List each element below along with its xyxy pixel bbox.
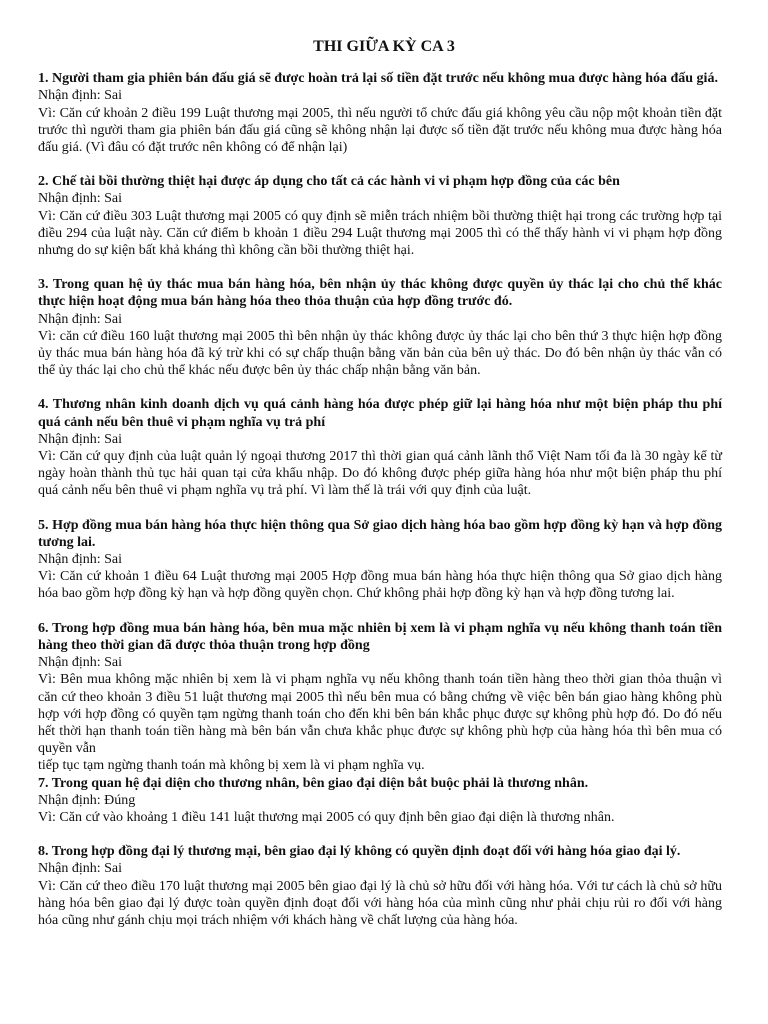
verdict-text: Nhận định: Đúng	[38, 792, 136, 808]
verdict-text: Nhận định: Sai	[38, 311, 122, 327]
reason-text: Vì: Căn cứ quy định của luật quản lý ngoại thương 2017 thì thời gian quá cảnh lãnh thổ Việt Nam tối đa là 30 ngày kể từ ngày hoàn thành thủ tục hải quan tại cửa khẩu nhập. Do đó không được phép giữa hàng hóa như một biện pháp thu phí quá cảnh nếu bên thuê vi phạm nghĩa vụ trả phí. Vì làm thế là trái với quy định của luật.	[38, 449, 722, 499]
reason-text: Vì: Bên mua không mặc nhiên bị xem là vi phạm nghĩa vụ nếu không thanh toán tiền hàng theo thời gian thỏa thuận vì căn cứ theo khoản 3 điều 51 luật thương mại 2005 thì nếu bên mua có bằng chứng về việc bên bán giao hàng không phù hợp với hợp đồng có quyền tạm ngừng thanh toán cho đến khi bên bán khắc phục được sự không phù hợp đó. Do đó nếu hết thời hạn thanh toán tiền hàng mà bên bán vẫn chưa khắc phục được sự không phù hợp của hàng hóa thì bên mua có quyền vẫn	[38, 672, 722, 757]
reason-text: Vì: Căn cứ khoản 2 điều 199 Luật thương mại 2005, thì nếu người tổ chức đấu giá không yêu cầu nộp một khoản tiền đặt trước thì người tham gia phiên bán đấu giá cũng sẽ không nhận lại được số tiền đặt trước nếu không mua được hàng hóa đấu giá. (Vì đâu có đặt trước nên không có để nhận lại)	[38, 105, 722, 156]
question-heading: 6. Trong hợp đồng mua bán hàng hóa, bên mua mặc nhiên bị xem là vi phạm nghĩa vụ nếu không thanh toán tiền hàng theo thời gian đã được thỏa thuận trong hợp đồng	[38, 620, 722, 653]
verdict-text: Nhận định: Sai	[38, 431, 122, 447]
verdict-text: Nhận định: Sai	[38, 191, 122, 207]
reason-text: Vì: Căn cứ theo điều 170 luật thương mại 2005 bên giao đại lý là chủ sở hữu đối với hàng hóa. Với tư cách là chủ sở hữu hàng hóa bên giao đại lý được toàn quyền định đoạt đối với hàng hóa của mình cũng như phải chịu rủi ro đối với hàng hóa cũng như gánh chịu mọi trách nhiệm với khách hàng về chất lượng của hàng hóa.	[38, 878, 722, 928]
reason-text: Vì: căn cứ điều 160 luật thương mại 2005 thì bên nhận ủy thác không được ủy thác lại cho bên thứ 3 thực hiện hợp đồng ủy thác mua bán hàng hóa đã ký trừ khi có sự chấp thuận bằng văn bản của bên uỷ thác. Do đó bên nhận ủy thác vẫn có thể ủy thác lại cho chủ thể khác nếu được bên ủy thác chấp nhận bằng văn bản.	[38, 328, 722, 379]
question-block-1	[38, 70, 722, 156]
question-heading: 3. Trong quan hệ ủy thác mua bán hàng hóa, bên nhận ủy thác không được quyền ủy thác lại cho chủ thể khác thực hiện hoạt động mua bán hàng hóa theo thỏa thuận của hợp đồng trước đó.	[38, 277, 722, 310]
question-heading: 4. Thương nhân kinh doanh dịch vụ quá cảnh hàng hóa được phép giữ lại hàng hóa như một biện pháp thu phí quá cảnh nếu bên thuê vi phạm nghĩa vụ trả phí	[38, 397, 722, 430]
question-heading: 1. Người tham gia phiên bán đấu giá sẽ được hoàn trả lại số tiền đặt trước nếu không mua được hàng hóa đấu giá.	[38, 71, 718, 87]
question-heading: 8. Trong hợp đồng đại lý thương mại, bên giao đại lý không có quyền định đoạt đối với hàng hóa giao đại lý.	[38, 844, 681, 860]
reason-continuation: tiếp tục tạm ngừng thanh toán mà không bị xem là vi phạm nghĩa vụ.	[38, 758, 425, 774]
question-heading: 2. Chế tài bồi thường thiệt hại được áp dụng cho tất cả các hành vi vi phạm hợp đồng của các bên	[38, 174, 620, 190]
verdict-text: Nhận định: Sai	[38, 861, 122, 877]
question-block-6	[38, 620, 722, 775]
question-block-2	[38, 173, 722, 259]
question-heading: 5. Hợp đồng mua bán hàng hóa thực hiện thông qua Sở giao dịch hàng hóa bao gồm hợp đồng kỳ hạn và hợp đồng tương lai.	[38, 517, 722, 550]
verdict-text: Nhận định: Sai	[38, 552, 122, 568]
question-block-7	[38, 775, 722, 827]
verdict-text: Nhận định: Sai	[38, 88, 122, 104]
question-heading: 7. Trong quan hệ đại diện cho thương nhân, bên giao đại diện bắt buộc phải là thương nhân.	[38, 775, 589, 791]
reason-text: Vì: Căn cứ vào khoảng 1 điều 141 luật thương mại 2005 có quy định bên giao đại diện là thương nhân.	[38, 809, 615, 825]
verdict-text: Nhận định: Sai	[38, 655, 122, 671]
reason-text: Vì: Căn cứ khoản 1 điều 64 Luật thương mại 2005 Hợp đồng mua bán hàng hóa thực hiện thông qua Sở giao dịch hàng hóa bao gồm hợp đồng kỳ hạn và hợp đồng quyền chọn. Chứ không phải hợp đồng kỳ hạn và hợp đồng tương lai.	[38, 569, 722, 602]
question-block-4	[38, 396, 722, 499]
question-block-8	[38, 843, 722, 929]
page-title: THI GIỮA KỲ CA 3	[313, 38, 455, 55]
reason-text: Vì: Căn cứ điều 303 Luật thương mại 2005 có quy định sẽ miễn trách nhiệm bồi thường thiệt hại trong các trường hợp tại điều 294 của luật này. Căn cứ điểm b khoản 1 điều 294 Luật thương mại 2005 thì có thể thấy hành vi vi phạm hợp đồng nhưng do sự kiện bất khả kháng thì không cần bồi thường thiệt hại.	[38, 208, 722, 259]
question-block-5	[38, 517, 722, 603]
question-block-3	[38, 276, 722, 379]
